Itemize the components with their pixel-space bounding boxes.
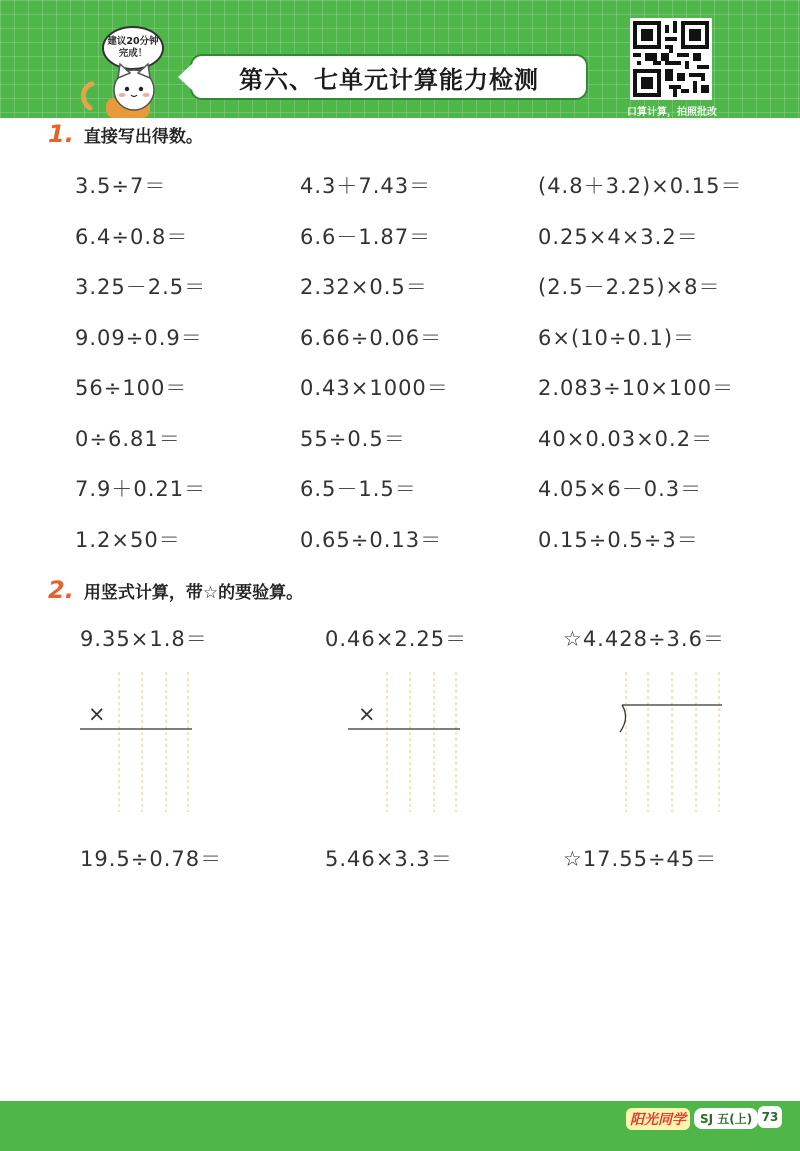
problem-r3-c1: 3.25－2.5＝ — [75, 275, 207, 299]
problem-r5-c3: 2.083÷10×100＝ — [538, 376, 735, 400]
problem-r3-c3: (2.5－2.25)×8＝ — [538, 275, 721, 299]
qr-caption: 口算计算，拍照批改 — [627, 107, 717, 118]
problem-r2-c2: 6.6－1.87＝ — [300, 225, 432, 249]
times-sign: × — [358, 702, 377, 726]
section-2-number: 2. — [48, 576, 74, 604]
grade-label: SJ 五(上) — [694, 1108, 758, 1129]
problem-r1-c3: (4.8＋3.2)×0.15＝ — [538, 174, 743, 198]
vertical-problem-5: 5.46×3.3＝ — [325, 847, 453, 871]
brand-logo: 阳光同学 — [626, 1108, 690, 1130]
problem-r4-c3: 6×(10÷0.1)＝ — [538, 326, 696, 350]
section-2-title: 用竖式计算，带☆的要验算。 — [83, 582, 304, 603]
cat-mascot-icon — [76, 62, 172, 118]
work-grid-1 — [80, 672, 192, 812]
page-number: 73 — [758, 1106, 782, 1128]
section-1-number: 1. — [48, 120, 74, 148]
problem-r6-c2: 55÷0.5＝ — [300, 427, 406, 451]
vertical-problem-1: 9.35×1.8＝ — [80, 627, 208, 651]
problem-r6-c3: 40×0.03×0.2＝ — [538, 427, 714, 451]
problem-r2-c1: 6.4÷0.8＝ — [75, 225, 189, 249]
problem-r8-c3: 0.15÷0.5÷3＝ — [538, 528, 699, 552]
problem-r7-c3: 4.05×6－0.3＝ — [538, 477, 703, 501]
problem-r6-c1: 0÷6.81＝ — [75, 427, 181, 451]
problem-r1-c2: 4.3＋7.43＝ — [300, 174, 432, 198]
bubble-line-1: 建议20分钟 — [107, 36, 159, 47]
problem-r4-c2: 6.66÷0.06＝ — [300, 326, 443, 350]
problem-r7-c1: 7.9＋0.21＝ — [75, 477, 207, 501]
work-grid-2 — [348, 672, 460, 812]
section-1-heading — [48, 120, 203, 148]
problem-r3-c2: 2.32×0.5＝ — [300, 275, 428, 299]
work-area-2[interactable] — [348, 672, 460, 812]
qr-code-icon — [633, 21, 709, 97]
section-2-heading — [48, 576, 303, 604]
problem-r4-c1: 9.09÷0.9＝ — [75, 326, 203, 350]
work-area-3[interactable] — [616, 672, 724, 812]
work-grid-3 — [616, 672, 724, 812]
vertical-problem-4: 19.5÷0.78＝ — [80, 847, 223, 871]
title-banner — [190, 54, 588, 100]
problem-r1-c1: 3.5÷7＝ — [75, 174, 167, 198]
problem-r5-c1: 56÷100＝ — [75, 376, 188, 400]
qr-code[interactable] — [630, 18, 712, 100]
vertical-problem-3: ☆4.428÷3.6＝ — [563, 627, 725, 651]
problem-r5-c2: 0.43×1000＝ — [300, 376, 449, 400]
problem-r8-c2: 0.65÷0.13＝ — [300, 528, 443, 552]
section-1-title: 直接写出得数。 — [83, 126, 203, 147]
bubble-line-2: 完成！ — [118, 48, 148, 59]
times-sign: × — [88, 702, 107, 726]
work-area-1[interactable] — [80, 672, 192, 812]
problem-r2-c3: 0.25×4×3.2＝ — [538, 225, 699, 249]
vertical-problem-6: ☆17.55÷45＝ — [563, 847, 718, 871]
problem-r7-c2: 6.5－1.5＝ — [300, 477, 417, 501]
vertical-problem-2: 0.46×2.25＝ — [325, 627, 468, 651]
page-title: 第六、七单元计算能力检测 — [239, 65, 539, 94]
problem-r8-c1: 1.2×50＝ — [75, 528, 181, 552]
